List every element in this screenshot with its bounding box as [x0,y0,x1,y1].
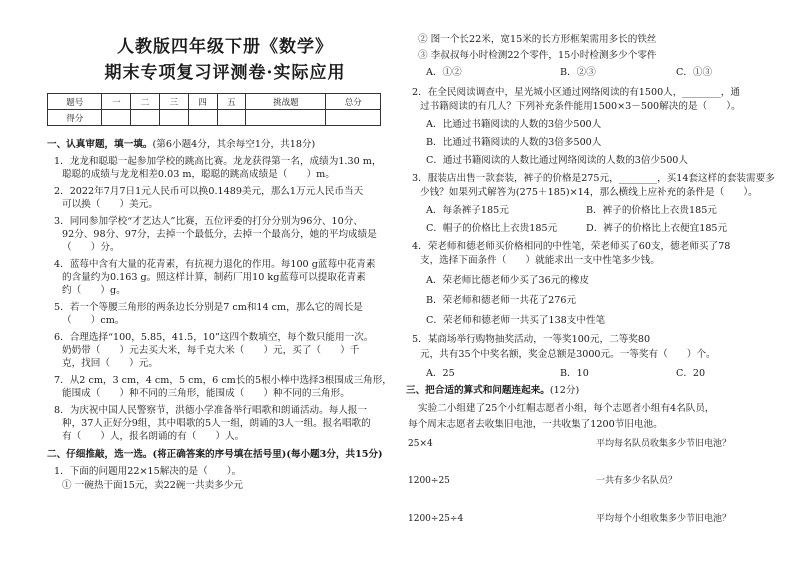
match-expression[interactable]: 25×4 [408,439,433,449]
question-line: 5．某商场举行购物抽奖活动，一等奖100元，二等奖80 [412,334,651,345]
question-line: 7．从2 cm，3 cm，4 cm，5 cm，6 cm长的5根小棒中选择3根围成三角形， [54,375,392,386]
score-header-cell: 总分 [326,94,381,110]
section-note: (将正确答案的序号填在括号里)(每小题3分，共15分) [152,449,383,460]
section-2-heading [47,448,383,461]
option-line: C．通过书籍阅读的人数比通过网络阅读的人数的3倍少500人 [426,155,689,166]
question-line: 4．蓝莓中含有大量的花青素，有抗视力退化的作用。每100 g蓝莓中花青素 [54,259,376,270]
choice-c: C．帽子的价格比上衣贵185元 [426,223,558,234]
option-line: ① 一碗热干面15元，卖22碗一共卖多少元 [62,480,243,491]
question-line: （ ）cm。 [62,315,125,326]
question-line: 聪聪的成绩与龙龙相差0.03 m，聪聪的跳高成绩是（ ）m。 [62,169,335,180]
match-question[interactable]: 一共有多少名队员？ [596,476,678,486]
section-note: (12分) [549,385,580,396]
score-row-label: 得分 [48,110,102,126]
option-line: C．荣老师和德老师一共买了138支中性笔 [426,315,606,326]
option-line: B．比通过书籍阅读的人数的3倍多500人 [426,137,602,148]
question-line: 实验二小组建了25个小红帽志愿者小组，每个志愿者小组有4名队员， [418,403,715,414]
score-header-row [48,94,381,110]
option-line: ② 图一个长22米，宽15米的长方形框架需用多长的铁丝 [418,34,657,45]
question-line: 能围成（ ）种不同的三角形，能围成（ ）种不同的三角形。 [62,388,350,399]
choice-c: C．20 [676,368,706,379]
match-question[interactable]: 平均每个小组收集多少节旧电池？ [596,514,732,524]
score-row [48,110,381,126]
score-header-cell: 五 [217,94,246,110]
score-cell[interactable] [188,110,217,126]
question-line: 2．2022年7月7日1元人民币可以换0.1489美元，那么1万元人民币当天 [54,186,364,197]
question-line: 有（ ）人，报名朗诵的有（ ）人。 [62,431,245,442]
question-line: 约（ ）g。 [62,285,126,296]
question-line: 的含量约为0.163 g。照这样计算，制药厂用10 kg蓝莓可以提取花青素 [62,272,366,283]
score-table [47,93,381,126]
question-line: 6．合理选择“100，5.85，41.5，10”这四个数填空，每个数只能用一次。 [54,332,374,343]
option-line: ③ 李叔叔每小时检测22个零件，15小时检测多少个零件 [418,50,657,61]
question-line: 3．同同参加学校“才艺达人”比赛，五位评委的打分分别为96分、10分、 [54,216,363,227]
question-line: 3．服装店出售一款套装，裤子的价格是275元，________，买14套这样的套装需要多 [412,173,775,184]
section-title: 二、仔细推敲，选一选。 [47,449,153,460]
choice-a: A．①② [426,67,462,78]
question-line: 少钱？如果列式解答为(275＋185)×14，那么横线上应补充的条件是（ ）。 [420,187,758,198]
exam-subtitle: 期末专项复习评测卷·实际应用 [104,63,346,83]
match-expression[interactable]: 1200÷25÷4 [408,514,464,524]
question-line: 1．下面的问题用22×15解决的是（ ）。 [54,466,242,477]
score-cell[interactable] [160,110,189,126]
question-line: 5．若一个等腰三角形的两条边长分别是7 cm和14 cm，那么它的周长是 [54,302,363,313]
match-question[interactable]: 平均每名队员收集多少节旧电池？ [596,439,732,449]
question-line: 元，共有35个中奖名额，奖金总额是3000元。一等奖有（ ）个。 [420,349,716,360]
section-title: 一、认真审题，填一填。 [47,139,153,150]
section-note: (第6小题4分，其余每空1分，共18分) [152,139,316,150]
choice-b: B．10 [560,368,589,379]
question-line: 可以换（ ）美元。 [62,199,158,210]
choice-b: B．裤子的价格比上衣贵185元 [586,205,717,216]
question-line: 支，选择下面条件（ ）就能求出一支中性笔多少钱。 [420,255,660,266]
section-3-heading [406,384,579,397]
score-header-cell: 题号 [48,94,102,110]
section-title: 三、把合适的算式和问题连起来。 [406,385,550,396]
option-line: A．比通过书籍阅读的人数的3倍少500人 [426,119,602,130]
choice-d: D．裤子的价格比上衣便宜185元 [586,223,728,234]
question-line: 每个周末志愿者去收集旧电池，一共收集了1200节旧电池。 [408,419,663,430]
exam-title: 人教版四年级下册《数学》 [117,37,333,57]
question-line: 8．为庆祝中国人民警察节，洪德小学准备举行唱歌和朗诵活动。每人报一 [54,405,368,416]
section-1-heading [47,138,315,151]
score-header-cell: 三 [160,94,189,110]
option-line: B．荣老师和德老师一共花了276元 [426,295,577,306]
question-line: 过书籍阅读的有几人？下列补充条件能用1500×3－500解决的是（ ）。 [420,101,741,112]
score-header-cell: 挑战题 [246,94,326,110]
score-cell[interactable] [102,110,131,126]
choice-a: A．25 [426,368,455,379]
question-line: 1．龙龙和聪聪一起参加学校的跳高比赛。龙龙获得第一名，成绩为1.30 m， [54,156,382,167]
question-line: 奶奶带（ ）元去买大米，每千克大米（ ）元，买了（ ）千 [62,345,360,356]
match-expression[interactable]: 1200÷25 [408,476,450,486]
question-line: 4．荣老师和德老师买价格相同的中性笔，荣老师买了60支，德老师买了78 [412,241,731,252]
score-header-cell: 四 [188,94,217,110]
question-line: 92分、98分、97分，去掉一个最低分，去掉一个最高分，她的平均成绩是 [62,229,377,240]
score-header-cell: 一 [102,94,131,110]
choice-c: C．①③ [676,67,713,78]
score-cell[interactable] [326,110,381,126]
score-header-cell: 二 [131,94,160,110]
choice-a: A．每条裤子185元 [426,205,509,216]
score-cell[interactable] [246,110,326,126]
question-line: 种，37人正好分9组，其中唱歌的5人一组，朗诵的3人一组。报名唱歌的 [62,418,371,429]
option-line: A．荣老师比德老师少买了36元的橡皮 [426,275,590,286]
score-cell[interactable] [131,110,160,126]
choice-b: B．②③ [560,67,596,78]
question-line: （ ）分。 [62,242,120,253]
score-cell[interactable] [217,110,246,126]
question-line: 2．在全民阅读调查中，星光城小区通过网络阅读的有1500人，________，通 [412,87,740,98]
question-line: 克，找回（ ）元。 [62,358,158,369]
